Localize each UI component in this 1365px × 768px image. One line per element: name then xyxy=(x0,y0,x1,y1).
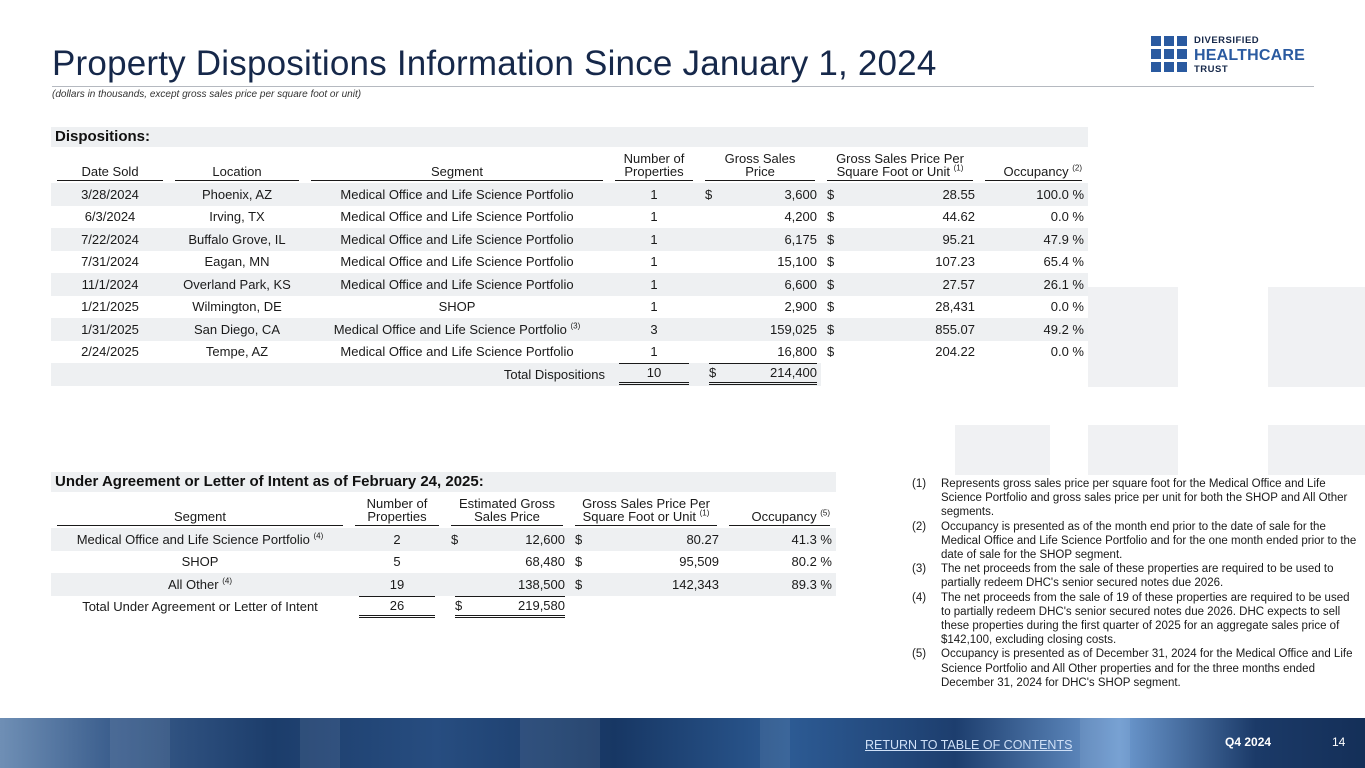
currency-symbol: $ xyxy=(575,576,583,592)
footnote-number: (5) xyxy=(912,648,927,661)
cell-date-sold: 7/31/2024 xyxy=(81,254,139,270)
cell-occupancy: 80.2 % xyxy=(791,554,832,570)
footnote-item xyxy=(912,477,1357,520)
currency-symbol: $ xyxy=(455,597,463,613)
agreement-header: Under Agreement or Letter of Intent as of February 24, 2025: xyxy=(51,472,836,492)
footnote-number: (1) xyxy=(912,478,927,490)
cell-number-of-properties: 5 xyxy=(393,554,401,570)
currency-symbol: $ xyxy=(575,531,583,547)
currency-symbol: $ xyxy=(827,344,835,360)
cell-occupancy: 0.0 % xyxy=(1050,209,1084,225)
col-date-sold: Date Sold xyxy=(51,150,169,183)
col-occupancy: Occupancy $^{(5)}$ xyxy=(723,495,836,528)
segment-name: SHOP xyxy=(181,554,219,570)
table-row xyxy=(51,296,1088,319)
cell-price-per-sqft xyxy=(569,551,723,574)
background-decoration xyxy=(955,425,1050,475)
cell-segment xyxy=(51,528,349,551)
cell-occupancy: 65.4 % xyxy=(1043,254,1084,270)
cell-number-of-properties: 1 xyxy=(609,273,699,296)
logo-text xyxy=(1194,36,1305,74)
cell-estimated-gross-sales-price xyxy=(445,551,569,574)
cell-date-sold: 6/3/2024 xyxy=(84,209,136,225)
total-number-of-properties xyxy=(349,596,445,619)
company-logo xyxy=(1151,36,1321,76)
cell-location: Eagan, MN xyxy=(204,254,270,270)
col-price-per-sqft: Gross Sales Price Per Square Foot or Unit $^{(1)}$ xyxy=(569,495,723,528)
background-decoration xyxy=(1268,425,1365,475)
cell-value: 12,600 xyxy=(525,531,565,547)
cell-gross-sales-price xyxy=(699,206,821,229)
cell-value: 15,100 xyxy=(777,254,817,270)
dispositions-header: Dispositions: xyxy=(51,127,1088,147)
cell-date-sold: 1/31/2025 xyxy=(51,318,169,341)
table-row xyxy=(51,228,1088,251)
cell-segment xyxy=(305,296,609,319)
cell-gross-sales-price xyxy=(699,273,821,296)
cell-value: 107.23 xyxy=(935,254,975,270)
cell-occupancy: 100.0 % xyxy=(979,183,1088,206)
currency-symbol: $ xyxy=(827,209,835,225)
cell-gross-sales-price xyxy=(699,228,821,251)
cell-date-sold: 7/22/2024 xyxy=(51,228,169,251)
cell-price-per-sqft xyxy=(569,528,723,551)
cell-occupancy: 89.3 % xyxy=(723,573,836,596)
footnote-number: (2) xyxy=(912,520,927,533)
footer-quarter: Q4 2024 xyxy=(1225,735,1272,749)
cell-value: 80.27 xyxy=(686,531,719,547)
cell-segment xyxy=(305,183,609,206)
cell-value: 204.22 xyxy=(935,344,975,360)
segment-name: Medical Office and Life Science Portfolio xyxy=(340,209,574,225)
cell-price-per-sqft xyxy=(821,341,979,364)
empty-cell xyxy=(821,363,979,386)
currency-symbol: $ xyxy=(709,365,717,381)
cell-location: Irving, TX xyxy=(209,209,265,225)
cell-value: 142,343 xyxy=(672,576,719,592)
col-location: Location xyxy=(169,150,305,183)
cell-location: Overland Park, KS xyxy=(169,273,305,296)
segment-name: Medical Office and Life Science Portfolio xyxy=(333,321,567,337)
logo-line-2: HEALTHCARE xyxy=(1194,46,1306,64)
total-estimated-gross-sales-price xyxy=(445,596,569,619)
cell-number-of-properties: 2 xyxy=(349,528,445,551)
cell-date-sold: 1/21/2025 xyxy=(81,299,139,315)
total-gross-value: 214,400 xyxy=(770,365,817,381)
footnote-item xyxy=(912,591,1357,648)
currency-symbol: $ xyxy=(827,321,835,337)
cell-occupancy: 41.3 % xyxy=(723,528,836,551)
background-decoration xyxy=(1088,425,1178,475)
cell-date-sold: 2/24/2025 xyxy=(81,344,139,360)
total-row xyxy=(51,596,836,619)
segment-name: Medical Office and Life Science Portfolio xyxy=(340,276,574,292)
col-segment: Segment xyxy=(305,150,609,183)
footnotes-list xyxy=(912,477,1357,690)
cell-date-sold: 11/1/2024 xyxy=(51,273,169,296)
currency-symbol: $ xyxy=(827,231,835,247)
cell-gross-sales-price xyxy=(699,251,821,274)
footnote-text: Occupancy is presented as of December 31, 2024 for the Medical Office and Life Science Portfolio and All Other properties and for the three months ended December 31, 2024 for DHC's SHOP segment. xyxy=(941,648,1353,689)
footnote-number: (3) xyxy=(912,563,927,576)
total-row xyxy=(51,363,1088,386)
cell-value: 6,175 xyxy=(784,231,817,247)
footnote-item xyxy=(912,520,1357,563)
page-subtitle: (dollars in thousands, except gross sales price per square foot or unit) xyxy=(52,89,362,100)
segment-name: All Other xyxy=(168,576,219,592)
cell-date-sold: 3/28/2024 xyxy=(51,183,169,206)
cell-value: 4,200 xyxy=(784,209,817,225)
col-segment: Segment xyxy=(51,495,349,528)
table-row xyxy=(51,573,836,596)
total-est-value: 219,580 xyxy=(518,597,565,613)
currency-symbol: $ xyxy=(827,276,835,292)
cell-price-per-sqft xyxy=(821,206,979,229)
dispositions-table xyxy=(51,150,1088,386)
logo-grid-icon xyxy=(1151,36,1189,74)
cell-location: Tempe, AZ xyxy=(205,344,269,360)
cell-value: 95,509 xyxy=(679,554,719,570)
footnote-text: The net proceeds from the sale of 19 of these properties are required to be used to partially redeem DHC's senior secured notes due 2026. DHC expects to sell these properties during the first quarter of 2025 for an aggregate sales price of $142,100, excluding closing costs. xyxy=(941,591,1350,647)
segment-name: Medical Office and Life Science Portfolio xyxy=(340,254,574,270)
cell-value: 44.62 xyxy=(942,209,975,225)
total-number-value: 10 xyxy=(619,363,689,385)
cell-estimated-gross-sales-price xyxy=(445,573,569,596)
cell-value: 3,600 xyxy=(784,186,817,202)
cell-price-per-sqft xyxy=(821,318,979,341)
col-number-of-properties: Number of Properties xyxy=(609,150,699,183)
currency-symbol: $ xyxy=(451,531,459,547)
cell-price-per-sqft xyxy=(569,573,723,596)
table-row xyxy=(51,273,1088,296)
col-gross-sales-price: Gross Sales Price xyxy=(699,150,821,183)
footnote-ref: (4) xyxy=(222,576,232,586)
cell-value: 855.07 xyxy=(935,321,975,337)
footnote-text: Occupancy is presented as of the month end prior to the date of sale for the Medical Office and Life Science Portfolio and for the one month ended prior to the date of sale for the SHOP segment. xyxy=(941,520,1357,562)
cell-gross-sales-price xyxy=(699,318,821,341)
cell-estimated-gross-sales-price xyxy=(445,528,569,551)
cell-occupancy: 0.0 % xyxy=(1050,344,1084,360)
cell-segment xyxy=(305,341,609,364)
segment-name: Medical Office and Life Science Portfolio xyxy=(340,186,574,202)
table-row xyxy=(51,528,836,551)
col-price-per-sqft: Gross Sales Price Per Square Foot or Unit $^{(1)}$ xyxy=(821,150,979,183)
cell-segment xyxy=(305,318,609,341)
cell-number-of-properties: 1 xyxy=(609,228,699,251)
cell-location: Buffalo Grove, IL xyxy=(169,228,305,251)
cell-number-of-properties: 1 xyxy=(650,344,658,360)
empty-cell xyxy=(723,596,836,619)
cell-occupancy: 47.9 % xyxy=(979,228,1088,251)
cell-value: 95.21 xyxy=(942,231,975,247)
page-title: Property Dispositions Information Since January 1, 2024 xyxy=(52,44,937,83)
cell-price-per-sqft xyxy=(821,296,979,319)
cell-segment xyxy=(305,206,609,229)
segment-name: Medical Office and Life Science Portfolio xyxy=(340,231,574,247)
footnote-item xyxy=(912,562,1357,590)
agreement-table xyxy=(51,495,836,618)
cell-price-per-sqft xyxy=(821,251,979,274)
cell-segment xyxy=(51,551,349,574)
page-number: 14 xyxy=(1332,735,1346,749)
currency-symbol: $ xyxy=(827,254,835,270)
cell-value: 159,025 xyxy=(770,321,817,337)
footnote-text: Represents gross sales price per square foot for the Medical Office and Life Science Portfolio and gross sales price per unit for both the SHOP and All Other segments. xyxy=(941,478,1348,519)
currency-symbol: $ xyxy=(575,554,583,570)
background-decoration xyxy=(1268,287,1365,387)
cell-gross-sales-price xyxy=(699,341,821,364)
cell-value: 28,431 xyxy=(935,299,975,315)
total-label: Total Dispositions xyxy=(51,363,609,386)
empty-cell xyxy=(569,596,723,619)
footnote-number: (4) xyxy=(912,591,927,604)
total-gross-wrap xyxy=(709,363,817,385)
cell-value: 138,500 xyxy=(518,576,565,592)
cell-occupancy: 0.0 % xyxy=(1050,299,1084,315)
cell-occupancy: 49.2 % xyxy=(979,318,1088,341)
cell-value: 68,480 xyxy=(525,554,565,570)
cell-price-per-sqft xyxy=(821,273,979,296)
cell-number-of-properties: 1 xyxy=(650,254,658,270)
segment-name: SHOP xyxy=(438,299,476,315)
footnote-ref: (3) xyxy=(570,321,581,331)
cell-segment xyxy=(305,228,609,251)
cell-value: 28.55 xyxy=(942,186,975,202)
logo-line-1: DIVERSIFIED xyxy=(1194,35,1260,46)
return-to-toc-link[interactable]: RETURN TO TABLE OF CONTENTS xyxy=(865,738,1073,752)
cell-number-of-properties: 3 xyxy=(609,318,699,341)
col-estimated-gross-sales-price: Estimated Gross Sales Price xyxy=(445,495,569,528)
currency-symbol: $ xyxy=(705,186,713,202)
footnote-text: The net proceeds from the sale of these properties are required to be used to partially redeem DHC's senior secured notes due 2026. xyxy=(941,563,1334,590)
cell-price-per-sqft xyxy=(821,183,979,206)
title-divider xyxy=(52,86,1314,87)
total-number-of-properties xyxy=(609,363,699,386)
footer-banner xyxy=(0,718,1365,768)
col-number-of-properties: Number of Properties xyxy=(349,495,445,528)
cell-value: 27.57 xyxy=(942,276,975,292)
cell-number-of-properties: 1 xyxy=(609,183,699,206)
cell-location: San Diego, CA xyxy=(169,318,305,341)
currency-symbol: $ xyxy=(827,299,835,315)
total-number-value: 26 xyxy=(359,596,435,618)
cell-number-of-properties: 1 xyxy=(650,299,658,315)
cell-location: Phoenix, AZ xyxy=(169,183,305,206)
col-occupancy: Occupancy $^{(2)}$ xyxy=(979,150,1088,183)
cell-number-of-properties: 1 xyxy=(650,209,658,225)
cell-value: 16,800 xyxy=(777,344,817,360)
table-row xyxy=(51,183,1088,206)
cell-segment xyxy=(305,273,609,296)
cell-gross-sales-price xyxy=(699,183,821,206)
cell-gross-sales-price xyxy=(699,296,821,319)
cell-segment xyxy=(51,573,349,596)
cell-value: 2,900 xyxy=(784,299,817,315)
total-gross-sales-price xyxy=(699,363,821,386)
table-row xyxy=(51,251,1088,274)
cell-number-of-properties: 19 xyxy=(349,573,445,596)
cell-price-per-sqft xyxy=(821,228,979,251)
table-row xyxy=(51,318,1088,341)
cell-occupancy: 26.1 % xyxy=(979,273,1088,296)
footnote-ref: (4) xyxy=(313,531,324,541)
table-row xyxy=(51,341,1088,364)
table-row xyxy=(51,551,836,574)
table-row xyxy=(51,206,1088,229)
total-label: Total Under Agreement or Letter of Intent xyxy=(82,599,318,615)
cell-segment xyxy=(305,251,609,274)
footnote-item xyxy=(912,647,1357,690)
total-est-wrap xyxy=(455,596,565,618)
segment-name: Medical Office and Life Science Portfolio xyxy=(340,344,574,360)
cell-value: 6,600 xyxy=(784,276,817,292)
currency-symbol: $ xyxy=(827,186,835,202)
background-decoration xyxy=(1088,287,1178,387)
segment-name: Medical Office and Life Science Portfolio xyxy=(76,531,310,547)
empty-cell xyxy=(979,363,1088,386)
logo-line-3: TRUST xyxy=(1194,63,1229,75)
cell-location: Wilmington, DE xyxy=(192,299,282,315)
